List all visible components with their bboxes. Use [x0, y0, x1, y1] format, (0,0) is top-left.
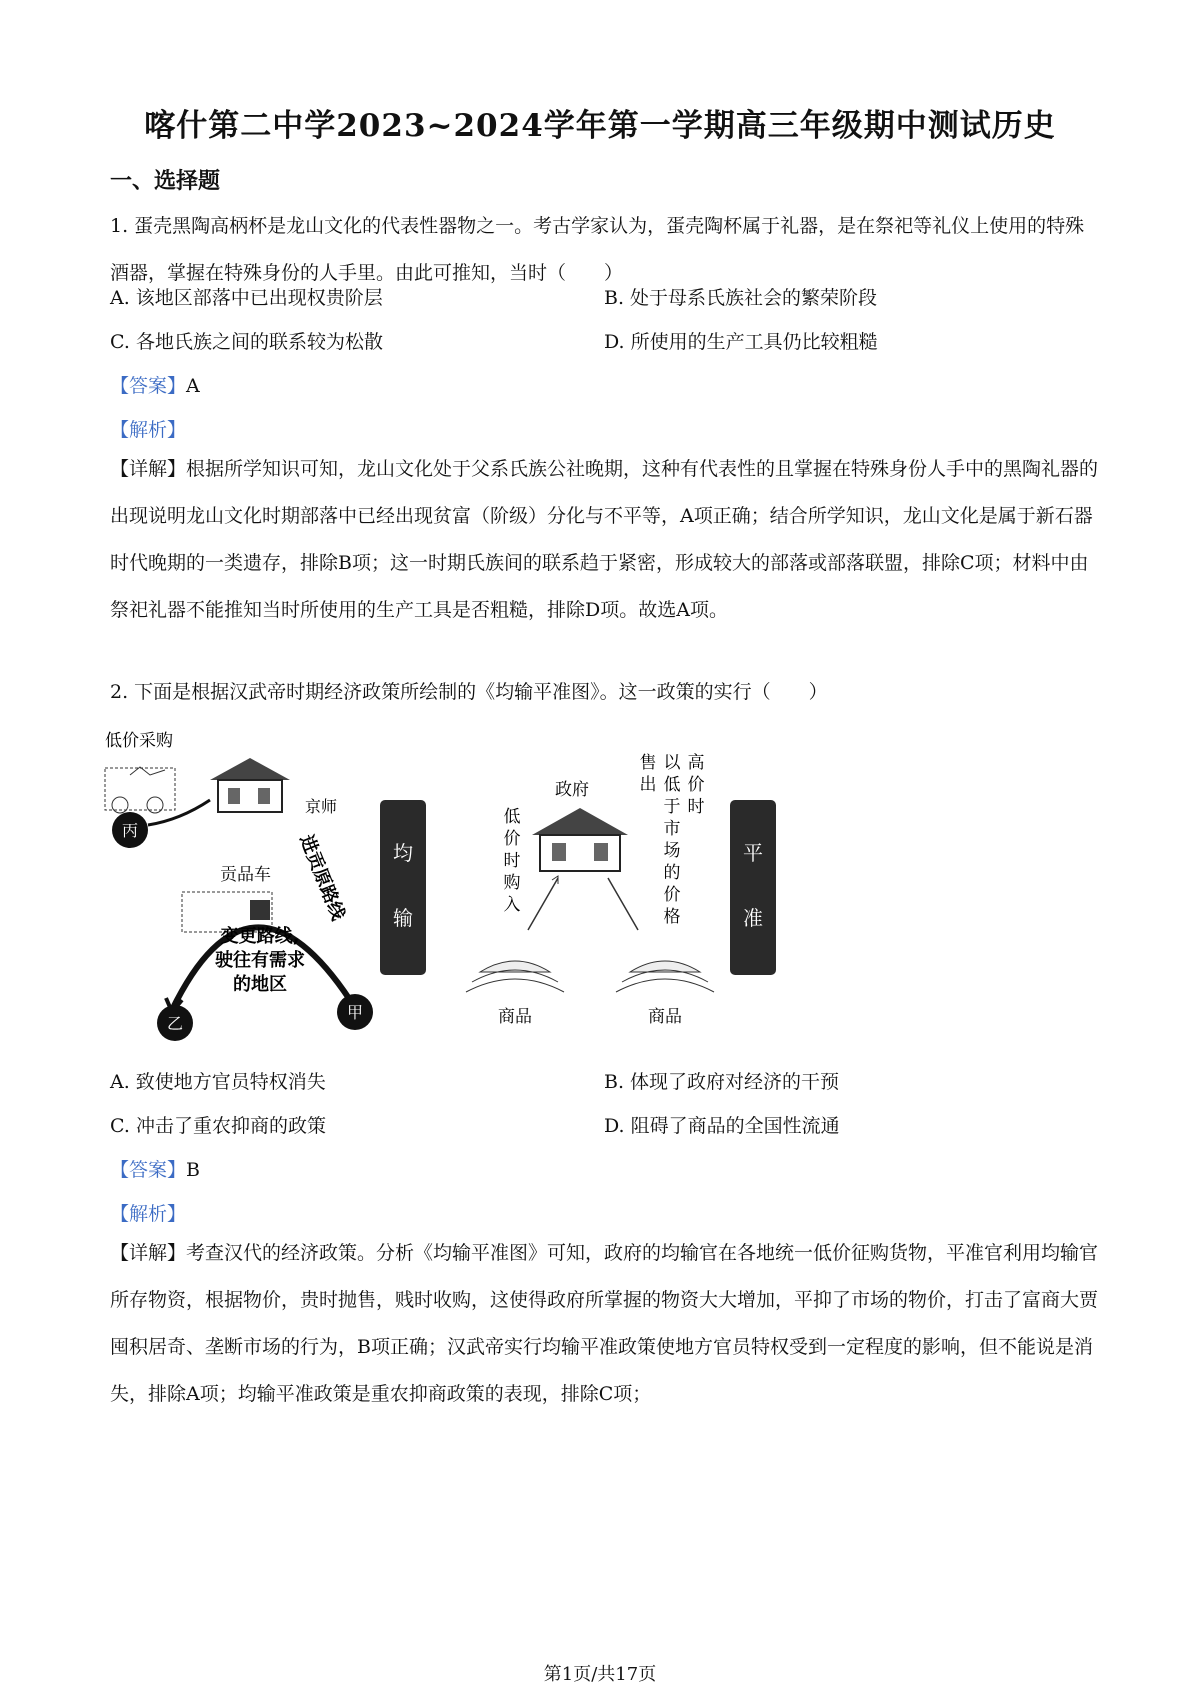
detail-tag: 【详解】 [110, 458, 187, 480]
sell-high-vertical [640, 753, 705, 927]
q2-option-a: A. 致使地方官员特权消失 [110, 1071, 326, 1093]
pingzhun-char-1: 平 [743, 841, 763, 865]
goods-pile-right-icon [616, 961, 714, 992]
q2-option-d: D. 阻碍了商品的全国性流通 [604, 1115, 840, 1137]
svg-text:售: 售 [639, 753, 657, 773]
capital-label: 京师 [305, 797, 338, 816]
answer-tag: 【答案】 [110, 1159, 187, 1181]
q1-stem: 1. 蛋壳黑陶高柄杯是龙山文化的代表性器物之一。考古学家认为，蛋壳陶杯属于礼器，是在祭祀等礼仪上使用的特殊酒器，掌握在特殊身份的人手里。由此可推知，当时（ ） [110, 215, 1085, 284]
svg-text:价: 价 [663, 885, 681, 905]
change-route-line-3: 的地区 [233, 974, 287, 995]
svg-text:时: 时 [503, 851, 521, 871]
svg-text:市: 市 [663, 819, 681, 839]
page-footer: 第1页/共17页 [543, 1664, 657, 1685]
pingzhun-char-2: 准 [743, 906, 763, 930]
svg-text:场: 场 [663, 841, 681, 861]
svg-text:以: 以 [663, 753, 681, 773]
buy-low-vertical [504, 807, 521, 915]
q2-analysis-tag: 【解析】 [110, 1203, 187, 1225]
junshu-char-1: 均 [393, 841, 413, 865]
jia-label: 甲 [346, 1003, 364, 1022]
change-route-line-2: 驶往有需求 [215, 950, 305, 971]
q2-option-b: B. 体现了政府对经济的干预 [604, 1071, 840, 1093]
section-heading: 一、选择题 [110, 168, 221, 194]
svg-text:价: 价 [687, 775, 705, 795]
government-building-icon [532, 808, 628, 871]
q1-option-b: B. 处于母系氏族社会的繁荣阶段 [604, 287, 878, 309]
svg-text:购: 购 [503, 873, 521, 893]
q1-analysis-tag: 【解析】 [110, 419, 187, 441]
svg-text:出: 出 [639, 775, 657, 795]
detail-text: 根据所学知识可知，龙山文化处于父系氏族公社晚期，这种有代表性的且掌握在特殊身份人手中的黑陶礼器的出现说明龙山文化时期部落中已经出现贫富（阶级）分化与不平等，A项正确；结合所学知识，龙山文化是属于新石器时代晚期的一类遗存，排除B项；这一时期氏族间的联系趋于紧密，形成较大的部落或部落联盟，排除C项；材料中由祭祀礼器不能推知当时所使用的生产工具是否粗糙，排除D项。故选A项。 [110, 458, 1099, 621]
q1-option-d: D. 所使用的生产工具仍比较粗糙 [604, 331, 878, 353]
change-route-line-1: 变更路线, [220, 926, 300, 947]
junshu-pingzhun-diagram [100, 720, 800, 1060]
detail-tag: 【详解】 [110, 1242, 187, 1264]
detail-text: 考查汉代的经济政策。分析《均输平准图》可知，政府的均输官在各地统一低价征购货物，平准官利用均输官所存物资，根据物价，贵时抛售，贱时收购，这使得政府所掌握的物资大大增加，平抑了市场的物价，打击了富商大贾囤积居奇、垄断市场的行为，B项正确；汉武帝实行均输平准政策使地方官员特权受到一定程度的影响，但不能说是消失，排除A项；均输平准政策是重农抑商政策的表现，排除C项； [110, 1242, 1099, 1405]
svg-text:入: 入 [503, 895, 521, 915]
svg-text:价: 价 [503, 829, 521, 849]
answer-value: A [186, 375, 200, 397]
low-price-purchase-label: 低价采购 [105, 731, 173, 751]
svg-text:低: 低 [503, 807, 521, 827]
junshu-bar [380, 800, 426, 975]
tribute-route-label: 进贡原路线 [295, 832, 349, 924]
svg-text:格: 格 [663, 907, 681, 927]
answer-tag: 【答案】 [110, 375, 187, 397]
page-title: 喀什第二中学2023~2024学年第一学期高三年级期中测试历史 [144, 108, 1056, 144]
q2-answer [110, 1155, 200, 1182]
goods-left-label: 商品 [498, 1007, 532, 1027]
capital-building-icon [210, 758, 290, 812]
q1-answer [110, 371, 200, 398]
q2-stem: 2. 下面是根据汉武帝时期经济政策所绘制的《均输平准图》。这一政策的实行（ ） [110, 681, 828, 703]
q2-option-c: C. 冲击了重农抑商的政策 [110, 1115, 326, 1137]
junshu-char-2: 输 [393, 906, 413, 930]
q1-option-c: C. 各地氏族之间的联系较为松散 [110, 331, 383, 353]
merchant-cart-icon [105, 767, 175, 813]
q2-detail [110, 1230, 1100, 1418]
government-label: 政府 [555, 780, 589, 800]
bing-label: 丙 [121, 821, 139, 840]
q1-option-a: A. 该地区部落中已出现权贵阶层 [110, 287, 383, 309]
pingzhun-bar [730, 800, 776, 975]
tribute-route-vertical [295, 832, 349, 925]
svg-text:低: 低 [663, 775, 681, 795]
svg-text:于: 于 [663, 797, 681, 817]
q1-detail [110, 446, 1100, 634]
svg-text:高: 高 [687, 753, 705, 773]
svg-text:的: 的 [663, 863, 681, 883]
yi-label: 乙 [166, 1014, 184, 1033]
goods-pile-left-icon [466, 961, 564, 992]
answer-value: B [186, 1159, 200, 1181]
svg-text:时: 时 [687, 797, 705, 817]
goods-right-label: 商品 [648, 1007, 682, 1027]
tribute-cart-label: 贡品车 [220, 865, 271, 885]
